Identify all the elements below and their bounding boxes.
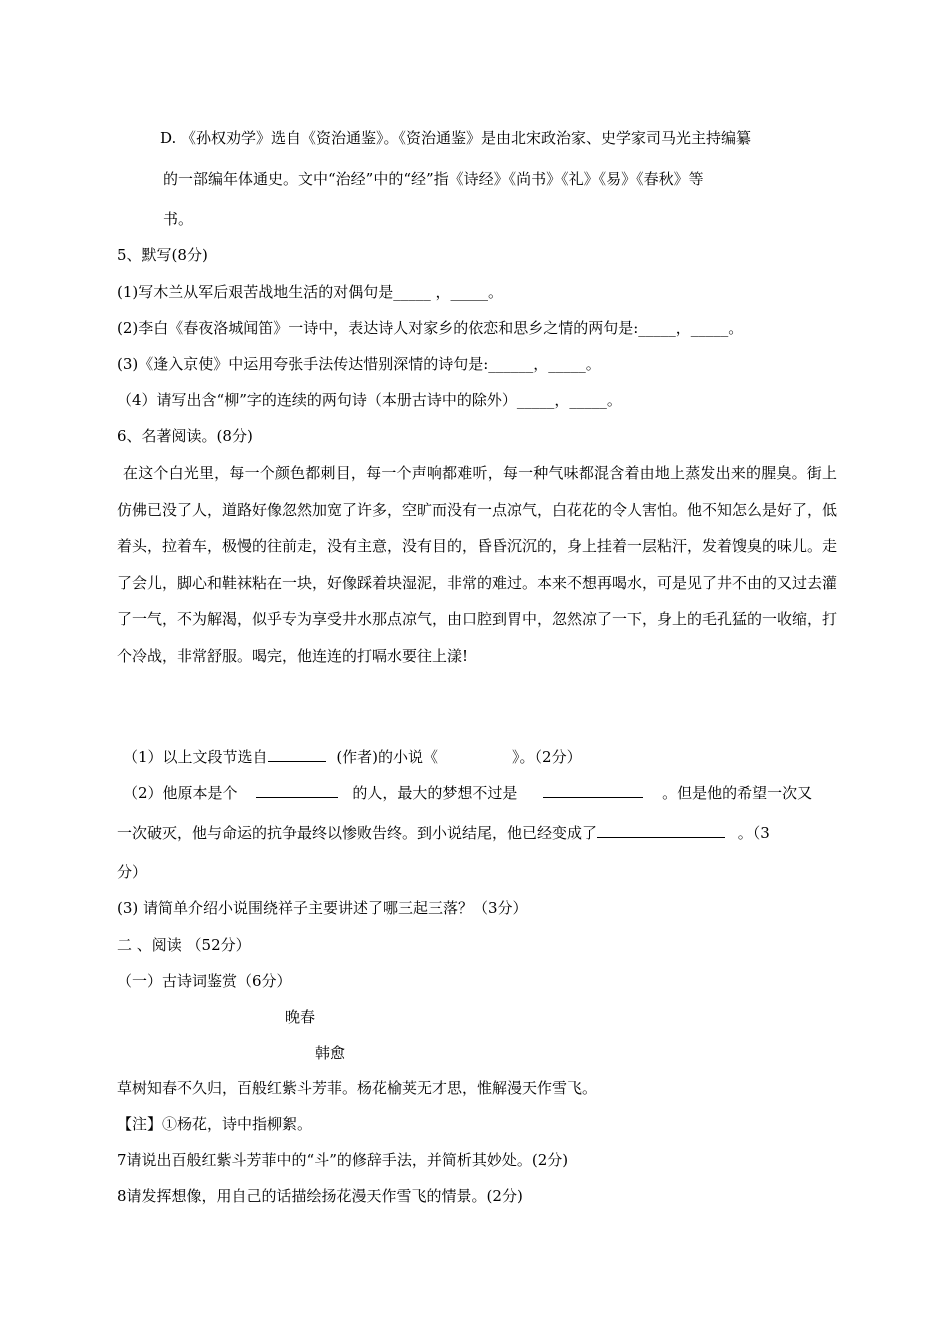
q6-sub2-part-d: 一次破灭，他与命运的抗争最终以惨败告终。到小说结尾，他已经变成了 xyxy=(117,824,598,842)
q5-item1: (1)写木兰从军后艰苦战地生活的对偶句是_____ ，_____。 xyxy=(117,283,504,301)
section2-part1-title: （一）古诗词鉴赏（6分） xyxy=(117,972,292,990)
ending-blank[interactable] xyxy=(597,821,725,838)
section2-title: 二 、阅读 （52分） xyxy=(117,936,251,954)
q5-title: 5、默写(8分) xyxy=(117,246,208,264)
q6-sub1 xyxy=(123,745,582,767)
question-8: 8请发挥想像，用自己的话描绘扬花漫天作雪飞的情景。(2分) xyxy=(117,1187,523,1205)
q6-sub2-part-b: 的人，最大的梦想不过是 xyxy=(352,784,518,802)
poem-note: 【注】①杨花，诗中指柳絮。 xyxy=(117,1115,313,1133)
q6-passage: 在这个白光里，每一个颜色都刺目，每一个声响都难听，每一种气味都混含着由地上蒸发出来的腥臭。街上仿佛已没了人，道路好像忽然加宽了许多，空旷而没有一点凉气，白花花的令人害怕。他不知怎么是好了，低着头，拉着车，极慢的往前走，没有主意，没有目的，昏昏沉沉的，身上挂着一层粘汗，发着馊臭的味儿。走了会儿，脚心和鞋袜粘在一块，好像踩着块湿泥，非常的难过。本来不想再喝水，可是见了井不由的又过去灌了一气，不为解渴，似乎专为享受井水那点凉气，由口腔到胃中，忽然凉了一下，身上的毛孔猛的一收缩，打个冷战，非常舒服。喝完，他连连的打嗝水要往上漾! xyxy=(117,464,838,665)
q5-item2: (2)李白《春夜洛城闻笛》一诗中，表达诗人对家乡的依恋和思乡之情的两句是:_____，_____。 xyxy=(117,319,744,337)
q6-sub1-part-c: 》。（2分） xyxy=(512,748,582,766)
poem-author: 韩愈 xyxy=(315,1044,346,1062)
q5-item3: (3)《逢入京使》中运用夸张手法传达惜别深情的诗句是:______，_____。 xyxy=(117,355,601,373)
q6-sub2-line2 xyxy=(117,821,770,843)
q6-sub2-line3: 分） xyxy=(117,863,148,881)
original-person-blank[interactable] xyxy=(256,781,338,798)
q6-sub2-part-c: 。但是他的希望一次又 xyxy=(662,784,813,802)
author-blank[interactable] xyxy=(268,745,326,762)
q6-sub1-part-b: (作者)的小说《 xyxy=(336,748,439,766)
q4-option-d-line2: 的一部编年体通史。文中“治经”中的“经”指《诗经》《尚书》《礼》《易》《春秋》等 xyxy=(163,170,704,188)
poem-title: 晚春 xyxy=(285,1008,316,1026)
q5-item4: （4）请写出含“柳”字的连续的两句诗（本册古诗中的除外）_____，_____。 xyxy=(117,391,622,409)
q4-option-d-line1: D. 《孙权劝学》选自《资治通鉴》。《资治通鉴》是由北宋政治家、史学家司马光主持编纂 xyxy=(160,129,752,147)
q6-sub2-line1 xyxy=(123,781,812,803)
q6-title: 6、名著阅读。(8分) xyxy=(117,427,253,445)
q6-sub3: (3) 请简单介绍小说围绕祥子主要讲述了哪三起三落？（3分） xyxy=(117,899,528,917)
dream-blank[interactable] xyxy=(543,781,643,798)
poem-text: 草树知春不久归，百般红紫斗芳菲。杨花榆荚无才思，惟解漫天作雪飞。 xyxy=(117,1079,598,1097)
q6-sub2-part-a: （2）他原本是个 xyxy=(123,784,238,802)
q6-sub2-part-e: 。（3 xyxy=(737,824,770,842)
q6-sub1-part-a: （1）以上文段节选自 xyxy=(123,748,268,766)
q4-option-d-line3: 书。 xyxy=(163,210,194,228)
question-7: 7请说出百般红紫斗芳菲中的“斗”的修辞手法，并简析其妙处。(2分) xyxy=(117,1151,569,1169)
